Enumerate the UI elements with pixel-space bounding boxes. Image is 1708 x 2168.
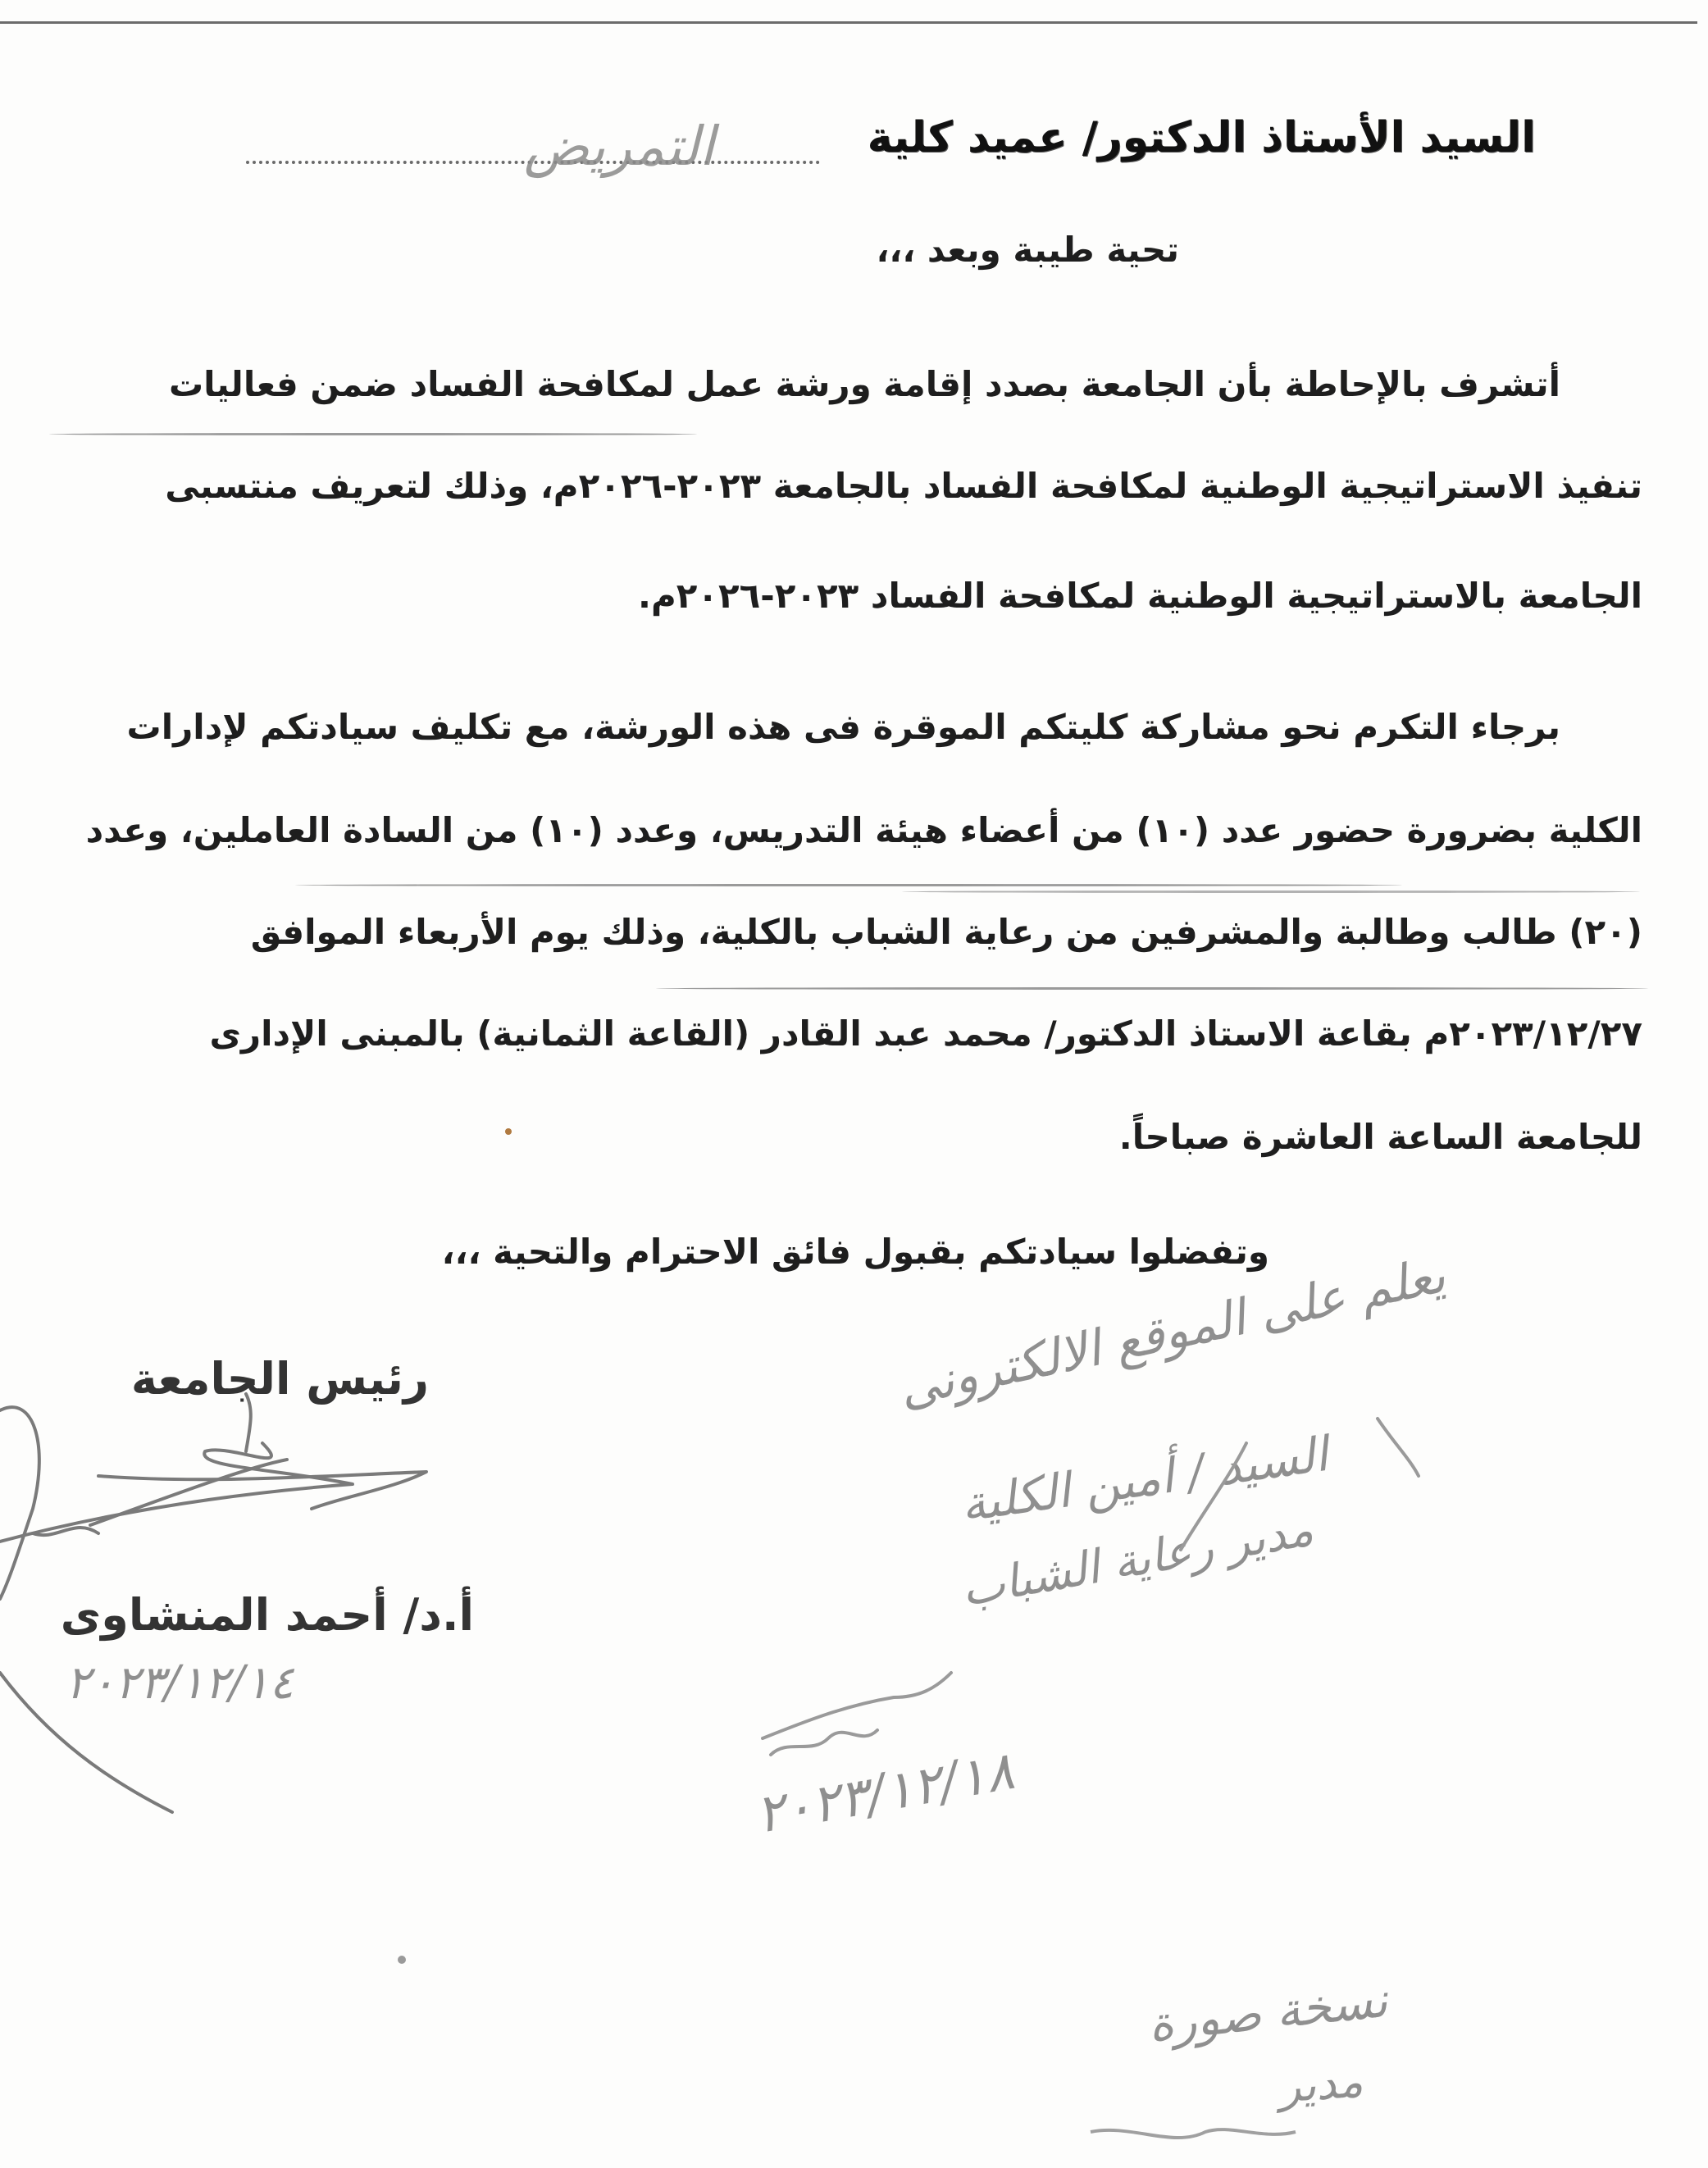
signatory-title: رئيس الجامعة	[130, 1353, 429, 1405]
paragraph2-line-1: برجاء التكرم نحو مشاركة كليتكم الموقرة فى هذه الورشة، مع تكليف سيادتكم لإدارات	[126, 707, 1560, 747]
signatory-name: أ.د/ أحمد المنشاوى	[60, 1589, 474, 1641]
greeting: تحية طيبة وبعد ،،،	[876, 230, 1179, 270]
handwritten-note-line-3: مدير رعاية الشباب	[957, 1502, 1318, 1618]
paragraph1-line-2: تنفيذ الاستراتيجية الوطنية لمكافحة الفساد بالجامعة ٢٠٢٣-٢٠٢٦م، وذلك لتعريف منتسبى	[165, 466, 1642, 506]
handwritten-bottom-note-line-2: مدير	[1277, 2055, 1365, 2113]
paragraph1-line-1: أتشرف بالإحاطة بأن الجامعة بصدد إقامة ورشة عمل لمكافحة الفساد ضمن فعاليات	[168, 364, 1560, 404]
handwritten-note-line-2: السيد / أمين الكلية	[957, 1425, 1332, 1533]
closing-remark: وتفضلوا سيادتكم بقبول فائق الاحترام والتحية ،،،	[441, 1232, 1269, 1272]
salutation: السيد الأستاذ الدكتور/ عميد كلية	[867, 113, 1536, 162]
handwritten-note-line-1: يعلم على الموقع الالكترونى	[894, 1246, 1451, 1419]
paragraph1-line-3: الجامعة بالاستراتيجية الوطنية لمكافحة الفساد ٢٠٢٣-٢٠٢٦م.	[637, 576, 1642, 616]
handwritten-bottom-note-line-1: نسخة صورة	[1145, 1971, 1391, 2053]
paragraph2-line-3: (٢٠) طالب وطالبة والمشرفين من رعاية الشباب بالكلية، وذلك يوم الأربعاء الموافق	[250, 912, 1642, 952]
paragraph2-line-4: ٢٠٢٣/١٢/٢٧م بقاعة الاستاذ الدكتور/ محمد عبد القادر (القاعة الثمانية) بالمبنى الإدارى	[209, 1013, 1642, 1054]
paragraph2-line-2: الكلية بضرورة حضور عدد (١٠) من أعضاء هيئة التدريس، وعدد (١٠) من السادة العاملين، وعدد	[85, 810, 1642, 850]
faculty-name-handwritten: التمريض	[523, 115, 715, 178]
signature-date: ٢٠٢٣/١٢/١٤	[66, 1656, 294, 1710]
paragraph2-line-5: للجامعة الساعة العاشرة صباحاً.	[1118, 1117, 1642, 1157]
handwritten-note-date: ٢٠٢٣/١٢/١٨	[750, 1740, 1019, 1847]
